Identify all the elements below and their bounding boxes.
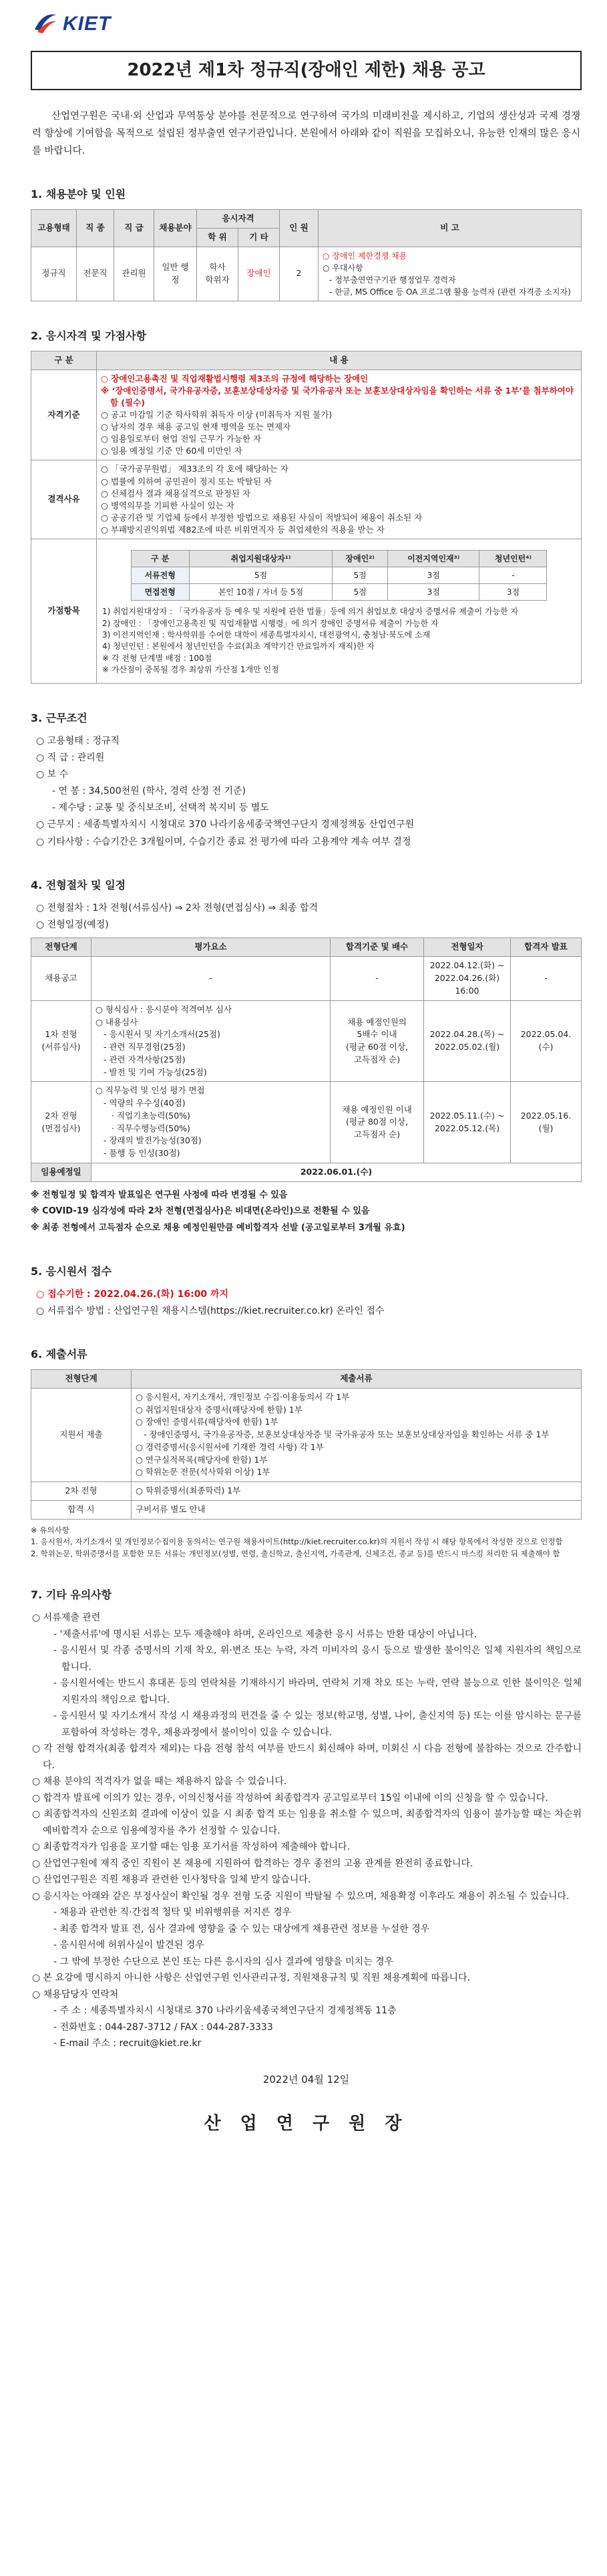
th-group: 직 종 <box>77 210 114 247</box>
disqualification-content <box>97 460 582 539</box>
sched-announce: 2022.05.04.(수) <box>511 1000 582 1082</box>
qual-line: ○ 임용 예정일 기준 만 60세 미만인 자 <box>101 446 242 456</box>
condition-line: - 연 봉 : 34,500천원 (학사, 경력 산정 전 기준) <box>52 786 246 797</box>
cell-edu: 학사 학위자 <box>197 247 238 301</box>
sched-announce: - <box>511 956 582 1000</box>
qual-line: ※ ‘장애인증명서, 국가유공자증, 보훈보상대상자증 및 국가유공자 또는 보훈보상대상자임을 확인하는 서류 중 1부’를 첨부하여야 함 (필수) <box>101 385 574 408</box>
sched-eval <box>91 1000 331 1082</box>
note-line: - 응시원서 및 각종 증명서의 기재 착오, 위·변조 또는 누락, 자격 미비자의 응시 등으로 발생한 불이익은 일체 지원자의 책임으로 합니다. <box>53 1645 582 1673</box>
docs-th: 제출서류 <box>132 1370 582 1389</box>
doc-line: - 장애인증명서, 국가유공자증, 보훈보상대상자증 및 국가유공자 또는 보훈보상대상자임을 확인하는 서류 중 1부 <box>144 1429 550 1440</box>
eval-line: - 장래의 발전가능성(30점) <box>104 1135 202 1146</box>
schedule-note: ※ 최종 전형에서 고득점자 순으로 채용 예정인원만큼 예비합격자 선발 (공고일로부터 3개월 유효) <box>31 1223 405 1234</box>
job-field-table <box>31 209 582 301</box>
bonus-cell: 5점 <box>333 584 388 601</box>
th-quals: 응시자격 <box>197 210 280 229</box>
remark-line: ○ 장애인 제한경쟁 채용 <box>323 251 407 261</box>
eval-line: ○ 직무능력 및 인성 평가 면접 <box>95 1085 205 1096</box>
note-line: ○ 채용 분야의 적격자가 없을 때는 채용하지 않을 수 있습니다. <box>32 1776 287 1787</box>
qual-line: ○ 공고 마감일 기준 학사학위 취득자 이상 (미취득자 지원 불가) <box>101 409 333 420</box>
section-heading-6: 6. 제출서류 <box>31 1348 87 1361</box>
doc-line: ○ 연구실적목록(해당자에 한함) 1부 <box>136 1454 268 1465</box>
note-line: ○ 본 요강에 명시하지 아니한 사항은 산업연구원 인사관리규정, 직원채용규칙 및 직원 채용계획에 따릅니다. <box>32 1973 471 1984</box>
note-line: ○ 산업연구원에 재직 중인 직원이 본 채용에 지원하여 합격하는 경우 종전의 고용 관계를 완전히 종료합니다. <box>32 1858 473 1869</box>
docs-stage: 합격 시 <box>31 1500 132 1519</box>
cell-etc: 장애인 <box>238 247 280 301</box>
submission-method: ○ 서류접수 방법 : 산업연구원 채용시스템(https://kiet.recruiter.co.kr) 온라인 접수 <box>36 1305 385 1316</box>
th-etc: 기 타 <box>238 229 280 247</box>
schedule-note: ※ 전형일정 및 합격자 발표일은 연구원 사정에 따라 변경될 수 있음 <box>31 1189 288 1200</box>
sched-pass: - <box>331 956 424 1000</box>
th-grade: 직 급 <box>114 210 154 247</box>
section-heading-4: 4. 전형절차 및 일정 <box>31 878 126 891</box>
note-line: ○ 각 전형 합격자(최종 합격자 제외)는 다음 전형 참석 여부를 반드시 회신해야 하며, 미회신 시 다음 전형에 불참하는 것으로 간주합니다. <box>32 1743 582 1771</box>
bonus-cell: 본인 10점 / 자녀 등 5점 <box>189 584 333 601</box>
note-line: ○ 산업연구원은 직원 채용과 관련한 인사청탁을 일체 받지 않습니다. <box>32 1874 311 1886</box>
eval-line: ○ 형식심사 : 응시분야 적격여부 심사 <box>95 1004 232 1014</box>
note-line: - 전화번호 : 044-287-3712 / FAX : 044-287-3333 <box>53 2021 273 2033</box>
cell-count: 2 <box>280 247 319 301</box>
th-content: 내 용 <box>97 351 582 370</box>
eligibility-table <box>31 351 582 684</box>
eval-line: - 관련 직무경험(25점) <box>104 1042 186 1052</box>
remark-line: - 한글, MS Office 등 OA 프로그램 활용 능력자 (관련 자격증 소지자) <box>329 287 571 297</box>
bonus-th: 장애인²⁾ <box>333 551 388 567</box>
schedule-notes <box>31 1187 582 1237</box>
application-info <box>36 1286 582 1320</box>
note-line: - 응시원서 및 자기소개서 작성 시 채용과정의 편견을 줄 수 있는 정보(학교명, 성별, 나이, 출신지역 등) 또는 이를 암시하는 문구를 포함하여 작성하는 경우, 채용과정에서 불이익이 있을 수 있습니다. <box>53 1711 582 1738</box>
cell-remarks <box>319 247 582 301</box>
sched-stage: 채용공고 <box>31 956 91 1000</box>
bonus-note: 2) 장애인 : 「장애인고용촉진 및 직업재활법 시행령」에 의거 장애인 증명서류 제출이 가능한 자 <box>102 618 439 628</box>
cell-type: 정규직 <box>31 247 77 301</box>
condition-line: - 제수당 : 교통 및 중식보조비, 선택적 복지비 등 별도 <box>52 803 269 814</box>
eval-line: - 관련 자격사항(25점) <box>104 1054 186 1064</box>
appoint-label: 임용예정일 <box>31 1163 91 1181</box>
condition-line: ○ 고용형태 : 정규직 <box>36 735 120 746</box>
process-line: ○ 전형일정(예정) <box>36 919 109 930</box>
th-count: 인 원 <box>280 210 319 247</box>
section-heading-5: 5. 응시원서 접수 <box>31 1264 112 1278</box>
eval-line: - 품행 등 인성(30점) <box>104 1148 180 1159</box>
note-line: - E-mail 주소 : recruit@kiet.re.kr <box>53 2038 202 2049</box>
logo-text: KIET <box>63 12 112 35</box>
note-line: - 응시원서에는 반드시 휴대폰 등의 연락처를 기재하시기 바라며, 연락처 기재 착오 또는 누락, 연락 불능으로 인한 불이익은 일체 지원자의 책임으로 합니다. <box>53 1678 582 1705</box>
intro-paragraph: 산업연구원은 국내·외 산업과 무역통상 분야를 전문적으로 연구하여 국가의 미래비전을 제시하고, 기업의 생산성과 국제 경쟁력 향상에 기여함을 목적으로 설립된 정부출연 연구기관입니다. 본원에서 아래와 같이 직원을 모집하오니, 유능한 인재의 많은 응시를 바랍니다. <box>32 111 580 157</box>
disq-line: ○ 신체검사 결과 채용실격으로 판정된 자 <box>101 488 250 498</box>
sched-th: 평가요소 <box>91 938 331 957</box>
remark-line: ○ 우대사항 <box>323 263 363 273</box>
qual-line: ○ 장애인고용촉진 및 직업재활법시행령 제3조의 규정에 해당하는 장애인 <box>101 373 369 384</box>
bonus-note: 3) 이전지역인재 : 학사학위를 수여한 대학이 세종특별자치시, 대전광역시, 충청남·북도에 소재 <box>102 629 431 639</box>
qualification-content <box>97 370 582 460</box>
disq-line: ○ 병역의무를 기피한 사실이 있는 자 <box>101 500 234 511</box>
eval-line: - 발전 및 기여 가능성(25점) <box>104 1066 207 1077</box>
bonus-note: ※ 가산점이 중복될 경우 최상위 가산점 1개만 인정 <box>102 665 279 675</box>
kiet-logo-icon <box>31 9 59 37</box>
deadline: ○ 접수기한 : 2022.04.26.(화) 16:00 까지 <box>36 1288 229 1300</box>
bonus-row-label: 면접전형 <box>131 584 189 601</box>
docs-list <box>132 1388 582 1481</box>
bonus-content <box>97 539 582 683</box>
bonus-cell: 5점 <box>189 567 333 584</box>
disq-line: ○ 「국가공무원법」 제33조의 각 호에 해당하는 자 <box>101 464 288 474</box>
doc-line: ○ 학위증명서(최종학력) 1부 <box>132 1482 582 1501</box>
sched-stage: 2차 전형 (면접심사) <box>31 1082 91 1163</box>
footnote-title: ※ 유의사항 <box>31 1525 69 1535</box>
condition-line: ○ 기타사항 : 수습기간은 3개월이며, 수습기간 종료 전 평가에 따라 고용계약 계속 여부 결정 <box>36 836 411 847</box>
doc-line: ○ 장애인 증명서류(해당자에 한함) 1부 <box>136 1417 278 1427</box>
sched-pass: 채용 예정인원의 5배수 이내 (평균 60점 이상, 고득점자 순) <box>331 1000 424 1082</box>
sched-eval: - <box>91 956 331 1000</box>
th-type: 고용형태 <box>31 210 77 247</box>
bonus-row-label: 서류전형 <box>131 567 189 584</box>
remark-line: - 정부출연연구기관 행정업무 경력자 <box>329 275 456 285</box>
cell-field: 일반 행정 <box>154 247 197 301</box>
sched-date: 2022.05.11.(수) ~ 2022.05.12.(목) <box>424 1082 511 1163</box>
bonus-note: ※ 각 전형 단계별 배점 : 100점 <box>102 653 212 663</box>
eval-line: - 역량의 우수성(40점) <box>104 1098 186 1109</box>
section-heading-2: 2. 응시자격 및 가점사항 <box>31 329 147 342</box>
work-conditions <box>36 733 582 851</box>
sched-th: 합격기준 및 배수 <box>331 938 424 957</box>
docs-stage: 2차 전형 <box>31 1482 132 1501</box>
note-line: - '제출서류'에 명시된 서류는 모두 제출해야 하며, 온라인으로 제출한 응시 서류는 반환 대상이 아닙니다. <box>53 1628 477 1640</box>
doc-line: ○ 경력증명서(응시원서에 기재한 경력 사항) 각 1부 <box>136 1441 324 1452</box>
signature: 산 업 연 구 원 장 <box>204 2114 409 2134</box>
docs-th: 전형단계 <box>31 1370 132 1389</box>
sched-th: 합격자 발표 <box>511 938 582 957</box>
process-intro <box>36 900 582 934</box>
eval-line: ○ 내용심사 <box>95 1016 138 1027</box>
disq-line: ○ 법률에 의하여 공민권이 정지 또는 박탈된 자 <box>101 476 272 486</box>
documents-table <box>31 1369 582 1520</box>
note-line: - 최종 합격자 발표 전, 심사 결과에 영향을 줄 수 있는 대상에게 채용관련 정보를 누설한 경우 <box>53 1923 430 1935</box>
section-heading-1: 1. 채용분야 및 인원 <box>31 188 126 201</box>
row-label-qualification: 자격기준 <box>31 370 97 460</box>
sched-announce: 2022.05.16.(월) <box>511 1082 582 1163</box>
doc-line: ○ 취업지원대상자 증명서(해당자에 한함) 1부 <box>136 1404 302 1415</box>
sched-th: 전형단계 <box>31 938 91 957</box>
note-line: - 그 밖에 부정한 수단으로 본인 또는 다른 응시자의 심사 결과에 영향을 미치는 경우 <box>53 1956 394 1967</box>
bonus-th: 이전지역인재³⁾ <box>388 551 479 567</box>
bonus-note: 4) 청년인턴 : 본원에서 청년인턴을 수료(최초 계약기간 만료일까지 재직)한 자 <box>102 641 375 652</box>
th-field: 채용분야 <box>154 210 197 247</box>
page-title: 2022년 제1차 정규직(장애인 제한) 채용 공고 <box>31 51 582 90</box>
note-line: ○ 서류제출 관련 <box>32 1612 101 1624</box>
sched-date: 2022.04.28.(목) ~ 2022.05.02.(월) <box>424 1000 511 1082</box>
note-line: - 채용과 관련한 직·간접적 청탁 및 비위행위를 저지른 경우 <box>53 1907 292 1918</box>
sched-th: 전형일자 <box>424 938 511 957</box>
condition-line: ○ 보 수 <box>36 768 69 780</box>
bonus-th: 청년인턴⁴⁾ <box>479 551 547 567</box>
bonus-th: 구 분 <box>131 551 189 567</box>
th-remark: 비 고 <box>319 210 582 247</box>
condition-line: ○ 직 급 : 관리원 <box>36 752 105 763</box>
footnote: 1. 응시원서, 자기소개서 및 개인정보수집이용 동의서는 연구원 채용사이트(http://kiet.recruiter.co.kr)의 지원서 작성 시 해당 항목에서 작성한 것으로 인정함 <box>31 1537 563 1547</box>
doc-footnotes <box>31 1525 582 1560</box>
cell-grade: 관리원 <box>114 247 154 301</box>
logo <box>31 0 582 47</box>
row-label-disqualification: 결격사유 <box>31 460 97 539</box>
bonus-th: 취업지원대상자¹⁾ <box>189 551 333 567</box>
disq-line: ○ 부패방지권익위법 제82조에 따른 비위면직자 등 취업제한의 적용을 받는 자 <box>101 525 385 535</box>
section-heading-3: 3. 근무조건 <box>31 711 87 724</box>
doc-line: ○ 응시원서, 자기소개서, 개인정보 수집·이용동의서 각 1부 <box>136 1391 350 1402</box>
sched-eval <box>91 1082 331 1163</box>
note-line: ○ 채용담당자 연락처 <box>32 1989 119 2000</box>
appoint-date: 2022.06.01.(수) <box>91 1163 582 1181</box>
th-category: 구 분 <box>31 351 97 370</box>
eval-line: - 응시원서 및 자기소개서(25점) <box>104 1029 220 1040</box>
disq-line: ○ 공공기관 및 기업체 등에서 부정한 방법으로 채용된 사실이 적발되어 채용이 취소된 자 <box>101 512 423 523</box>
schedule-table <box>31 938 582 1182</box>
doc-line: ○ 학위논문 전문(석사학위 이상) 1부 <box>136 1467 270 1477</box>
process-line: ○ 전형절차 : 1차 전형(서류심사) ⇒ 2차 전형(면접심사) ⇒ 최종 합격 <box>36 902 319 913</box>
bonus-cell: 3점 <box>479 584 547 601</box>
row-label-bonus: 가점항목 <box>31 539 97 683</box>
note-line: ○ 응시자는 아래와 같은 부정사실이 확인될 경우 전형 도중 지원이 박탈될 수 있으며, 채용확정 이후라도 채용이 취소될 수 있습니다. <box>32 1890 570 1902</box>
doc-line: 구비서류 별도 안내 <box>132 1500 582 1519</box>
footnote: 2. 학위논문, 학위증명서를 포함한 모든 서류는 개인정보(성별, 연령, 출신학교, 출신지역, 가족관계, 신체조건, 종교 등)를 반드시 마스킹 처리한 뒤 제출해야 함 <box>31 1549 560 1559</box>
bonus-cell: 3점 <box>388 567 479 584</box>
qual-line: ○ 임용일로부터 현업 전일 근무가 가능한 자 <box>101 434 262 444</box>
qual-line: ○ 남자의 경우 채용 공고일 현재 병역을 또는 면제자 <box>101 422 291 432</box>
bonus-note: 1) 취업지원대상자 : 「국가유공자 등 예우 및 지원에 관한 법률」등에 의거 취업보호 대상자 증명서류 제출이 가능한 자 <box>102 607 519 617</box>
section-heading-7: 7. 기타 유의사항 <box>31 1588 112 1602</box>
sched-date: 2022.04.12.(화) ~ 2022.04.26.(화) 16:00 <box>424 956 511 1000</box>
docs-stage: 지원서 제출 <box>31 1388 132 1481</box>
announcement-date: 2022년 04월 12일 <box>262 2073 350 2086</box>
bonus-cell: - <box>479 567 547 584</box>
schedule-note: ※ COVID-19 심각성에 따라 2차 전형(면접심사)은 비대면(온라인)으로 전환될 수 있음 <box>31 1206 370 1217</box>
bonus-cell: 3점 <box>388 584 479 601</box>
th-edu: 학 위 <box>197 229 238 247</box>
cell-group: 전문직 <box>77 247 114 301</box>
bonus-cell: 5점 <box>333 567 388 584</box>
condition-line: ○ 근무지 : 세종특별자치시 시청대로 370 나라키움세종국책연구단지 경제정책동 산업연구원 <box>36 819 415 831</box>
other-notes <box>31 1610 582 2052</box>
sched-pass: 채용 예정인원 이내 (평균 80점 이상, 고득점자 순) <box>331 1082 424 1163</box>
note-line: - 응시원서에 허위사실이 발견된 경우 <box>53 1940 204 1951</box>
note-line: ○ 최종합격자가 임용을 포기할 때는 임용 포기서를 작성하여 제출해야 합니다. <box>32 1842 350 1853</box>
note-line: - 주 소 : 세종특별자치시 시청대로 370 나라키움세종국책연구단지 경제정책동 11층 <box>53 2005 397 2017</box>
note-line: ○ 합격자 발표에 이의가 있는 경우, 이의신청서를 작성하여 최종합격자 공고일로부터 15일 이내에 이의 신청을 할 수 있습니다. <box>32 1792 548 1804</box>
eval-line: · 직무수행능력(50%) <box>112 1123 190 1133</box>
note-line: ○ 최종합격자의 신원조회 결과에 이상이 있을 시 최종 합격 또는 임용을 취소할 수 있으며, 최종합격자의 임용이 불가능할 때는 차순위 예비합격자 순으로 임용예정자를 추가 선정할 수 있습니다. <box>32 1809 582 1836</box>
eval-line: · 직업기초능력(50%) <box>112 1110 190 1121</box>
sched-stage: 1차 전형 (서류심사) <box>31 1000 91 1082</box>
bonus-table <box>131 550 548 601</box>
